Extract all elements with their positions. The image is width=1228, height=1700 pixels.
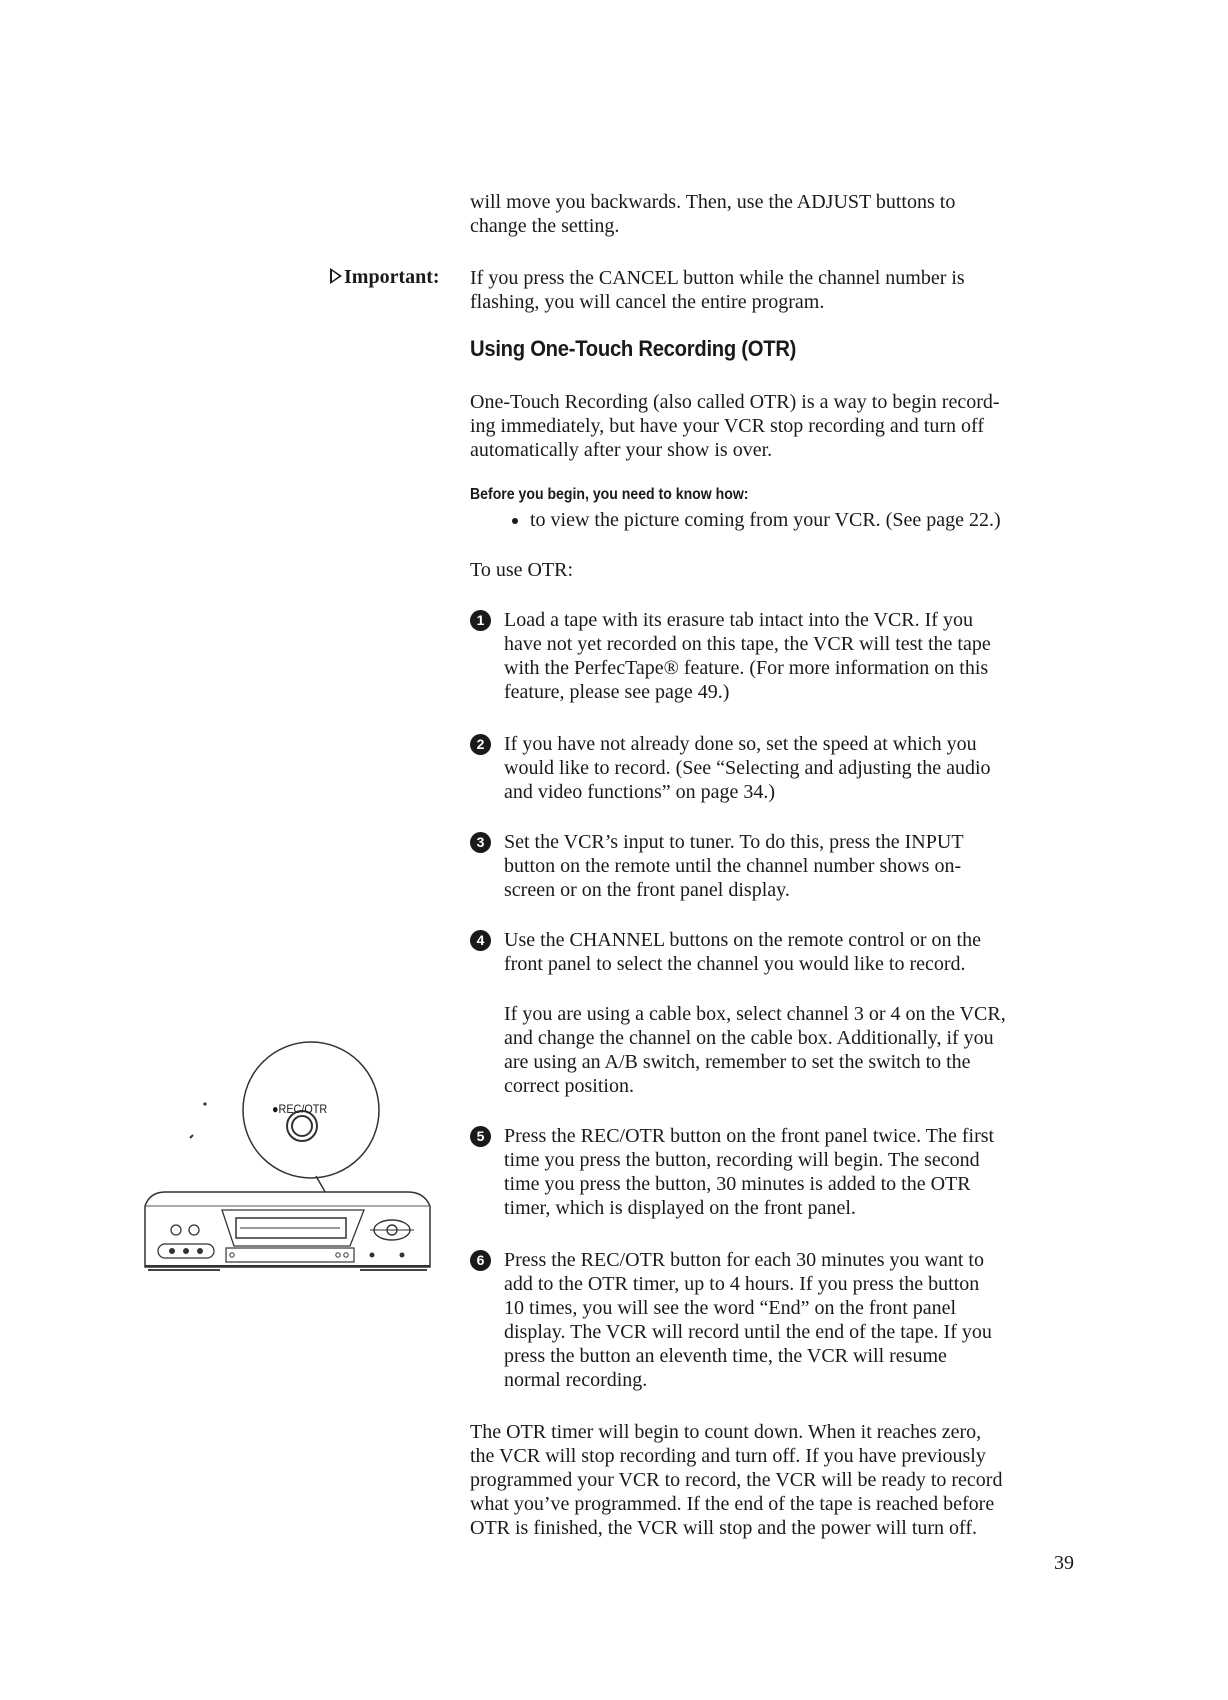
page-number: 39	[1054, 1552, 1074, 1574]
important-text: If you press the CANCEL button while the channel number is flashing, you will cancel the entire program.	[470, 267, 965, 313]
step-number-icon: 2	[470, 734, 491, 755]
bullet-icon	[512, 518, 518, 524]
step-4-note: If you are using a cable box, select channel 3 or 4 on the VCR, and change the channel on the cable box. Additionally, if you are using an A/B switch, remember to set the switch to the correct position.	[504, 1003, 1006, 1097]
step-number-icon: 1	[470, 610, 491, 631]
important-note	[330, 266, 440, 289]
prereq-heading: Before you begin, you need to know how:	[470, 486, 749, 503]
step-3-text: Set the VCR’s input to tuner. To do this, press the INPUT button on the remote until the channel number shows on- screen or on the front panel display.	[504, 831, 964, 901]
important-label: Important:	[344, 266, 440, 288]
step-6-text: Press the REC/OTR button for each 30 minutes you want to add to the OTR timer, up to 4 hours. If you press the button 10 times, you will see the word “End” on the front panel display. The VCR will record until the end of the tape. If you press the button an eleventh time, the VCR will resume normal recording.	[504, 1249, 992, 1391]
step-number-icon: 5	[470, 1126, 491, 1147]
section-title: Using One-Touch Recording (OTR)	[470, 336, 797, 361]
step-1-text: Load a tape with its erasure tab intact into the VCR. If you have not yet recorded on this tape, the VCR will test the tape with the PerfecTape® feature. (For more information on this feature, please see page 49.)	[504, 609, 991, 703]
step-5-text: Press the REC/OTR button on the front panel twice. The first time you press the button, recording will begin. The second time you press the button, 30 minutes is added to the OTR timer, which is displayed on the front panel.	[504, 1125, 995, 1219]
step-number-icon: 4	[470, 930, 491, 951]
step-4-text: Use the CHANNEL buttons on the remote control or on the front panel to select the channel you would like to record.	[504, 929, 981, 975]
triangle-icon	[330, 268, 342, 284]
step-number-icon: 3	[470, 832, 491, 853]
vcr-illustration	[140, 1040, 440, 1300]
intro-paragraph: will move you backwards. Then, use the ADJUST buttons to change the setting.	[470, 191, 956, 237]
step-2-text: If you have not already done so, set the speed at which you would like to record. (See “Selecting and adjusting the audio and video functions” on page 34.)	[504, 733, 991, 803]
rec-otr-label: ●REC/OTR	[272, 1102, 328, 1116]
step-number-icon: 6	[470, 1250, 491, 1271]
to-use-label: To use OTR:	[470, 559, 574, 581]
prereq-item: to view the picture coming from your VCR. (See page 22.)	[530, 509, 1001, 531]
vcr-drawing	[140, 1040, 440, 1300]
section-description: One-Touch Recording (also called OTR) is a way to begin record- ing immediately, but have your VCR stop recording and turn off automatically after your show is over.	[470, 391, 1000, 461]
closing-paragraph: The OTR timer will begin to count down. When it reaches zero, the VCR will stop recording and turn off. If you have previously programmed your VCR to record, the VCR will be ready to record what you’ve programmed. If the end of the tape is reached before OTR is finished, the VCR will stop and the power will turn off.	[470, 1421, 1003, 1539]
